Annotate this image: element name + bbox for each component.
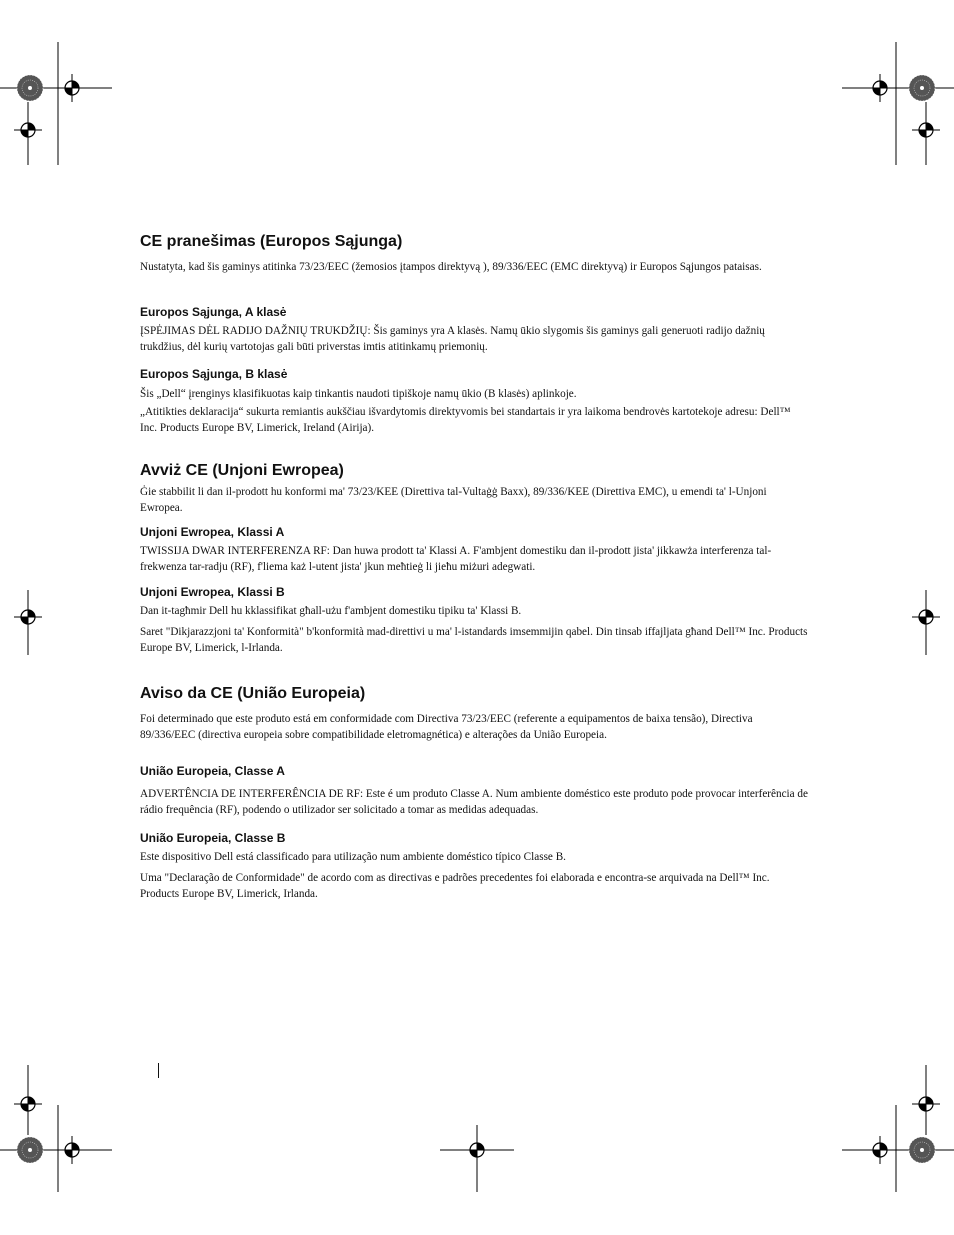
section-heading-pt: Aviso da CE (União Europeia) (140, 685, 366, 702)
declaration-mt: Saret "Dikjarazzjoni ta' Konformità" b'konformità mad-direttivi u ma' l-istandards imsemmijin qabel. Din tinsab iffajljata għand Dell™ Inc. Products Europe BV, Limerick, l-Irlanda. (140, 626, 808, 654)
declaration-lt: „Atitikties deklaracija“ sukurta remiantis aukščiau išvardytomis direktyvomis bei standartais ir yra laikoma bendrovės kartotekoje adresu: Dell™ Inc. Products Europe BV, Limerick, Ireland (Airija). (140, 406, 791, 434)
class-a-heading-lt: Europos Sąjunga, A klasė (140, 305, 287, 319)
class-b-text-pt: Este dispositivo Dell está classificado para utilização num ambiente doméstico típico Classe B. (140, 851, 566, 863)
class-a-text-lt: ĮSPĖJIMAS DĖL RADIJO DAŽNIŲ TRUKDŽIŲ: Šis gaminys yra A klasės. Namų ūkio slygomis šis gaminys gali generuoti radijo dažnių trukdžius, dėl kurių vartotojas gali būti priverstas imtis atitinkamų priemonių. (140, 325, 765, 353)
declaration-pt: Uma "Declaração de Conformidade" de acordo com as directivas e padrões precedentes foi elaborada e encontra-se arquivada na Dell™ Inc. Products Europe BV, Limerick, Irlanda. (140, 872, 770, 900)
class-a-text-mt: TWISSIJA DWAR INTERFERENZA RF: Dan huwa prodott ta' Klassi A. F'ambjent domestiku dan il-prodott jista' jikkawża interferenza tal-frekwenza tar-radju (RF), f'liema każ l-utent jista' jkun meħtieġ li jieħu miżuri adegwati. (140, 545, 772, 573)
class-b-text-lt: Šis „Dell“ įrenginys klasifikuotas kaip tinkantis naudoti tipiškoje namų ūkio (B klasės) aplinkoje. (140, 388, 577, 400)
section-heading-lt: CE pranešimas (Europos Sąjunga) (140, 233, 403, 250)
section-intro-mt: Ġie stabbilit li dan il-prodott hu konformi ma' 73/23/KEE (Direttiva tal-Vultaġġ Baxx), 89/336/KEE (Direttiva EMC), u emendi ta' l-Unjoni Ewropea. (140, 486, 767, 514)
class-b-text-mt: Dan it-tagħmir Dell hu kklassifikat għall-użu f'ambjent domestiku tipiku ta' Klassi B. (140, 605, 522, 617)
class-a-heading-pt: União Europeia, Classe A (140, 764, 285, 778)
page-margin-bar (158, 1063, 159, 1078)
section-intro-lt: Nustatyta, kad šis gaminys atitinka 73/23/EEC (žemosios įtampos direktyvą ), 89/336/EEC (EMC direktyvą) ir Europos Sąjungos pataisas. (140, 261, 762, 273)
class-b-heading-mt: Unjoni Ewropea, Klassi B (140, 585, 285, 599)
class-b-heading-lt: Europos Sąjunga, B klasė (140, 367, 288, 381)
section-intro-pt: Foi determinado que este produto está em conformidade com Directiva 73/23/EEC (referente a equipamentos de baixa tensão), Directiva 89/336/EEC (directiva europeia sobre compatibilidade eletromagnética) e alterações da União Europeia. (140, 713, 753, 741)
section-heading-mt: Avviż CE (Unjoni Ewropea) (140, 462, 344, 479)
class-b-heading-pt: União Europeia, Classe B (140, 831, 286, 845)
class-a-text-pt: ADVERTÊNCIA DE INTERFERÊNCIA DE RF: Este é um produto Classe A. Num ambiente doméstico este produto pode provocar interferência de rádio frequência (RF), podendo o utilizador ser solicitado a tomar as medidas adequadas. (140, 788, 808, 816)
class-a-heading-mt: Unjoni Ewropea, Klassi A (140, 525, 285, 539)
